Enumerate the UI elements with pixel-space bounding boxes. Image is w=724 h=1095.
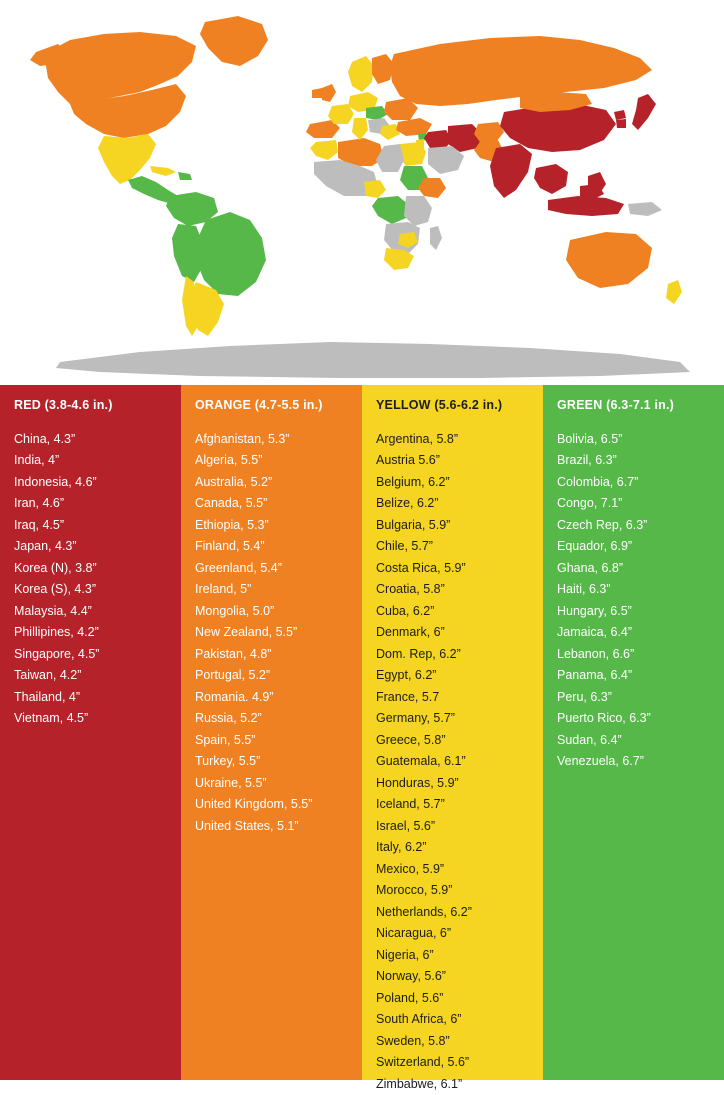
list-item: Mexico, 5.9”	[376, 861, 445, 876]
list-item: Canada, 5.5”	[195, 496, 268, 511]
list-item: Australia, 5.2”	[195, 474, 273, 489]
list-item: Finland, 5.4”	[195, 539, 265, 554]
list-item: Iceland, 5.7”	[376, 797, 445, 812]
list-item: Singapore, 4.5”	[14, 646, 100, 661]
list-item: Mongolia, 5.0”	[195, 603, 275, 618]
list-item: Ukraine, 5.5”	[195, 775, 267, 790]
list-item: Sudan, 6.4”	[557, 732, 622, 747]
list-item: Norway, 5.6”	[376, 969, 446, 984]
country-korea-south	[616, 119, 626, 128]
list-item: Ghana, 6.8”	[557, 560, 624, 575]
legend-column-red	[0, 385, 181, 1080]
list-item: Guatemala, 6.1”	[376, 754, 466, 769]
list-item: Afghanistan, 5.3”	[195, 431, 290, 446]
list-item: Croatia, 5.8”	[376, 582, 445, 597]
list-item: Algeria, 5.5”	[195, 453, 263, 468]
list-item: Bulgaria, 5.9”	[376, 517, 451, 532]
list-item: Turkey, 5.5”	[195, 754, 261, 769]
legend-column-green	[543, 385, 724, 1080]
list-item: Switzerland, 5.6”	[376, 1055, 470, 1070]
list-item: Jamaica, 6.4”	[557, 625, 633, 640]
list-item: Belize, 6.2”	[376, 496, 439, 511]
list-item: New Zealand, 5.5”	[195, 625, 298, 640]
legend-title-orange: ORANGE (4.7-5.5 in.)	[195, 398, 323, 412]
list-item: Ireland, 5”	[195, 582, 252, 597]
legend-list-orange	[195, 429, 348, 838]
list-item: Israel, 5.6”	[376, 818, 436, 833]
world-map-graphic	[0, 0, 724, 385]
list-item: Honduras, 5.9”	[376, 775, 459, 790]
list-item: Cuba, 6.2”	[376, 603, 435, 618]
list-item: Haiti, 6.3”	[557, 582, 611, 597]
list-item: Poland, 5.6”	[376, 990, 444, 1005]
list-item: Portugal, 5.2”	[195, 668, 271, 683]
list-item: Korea (N), 3.8”	[14, 560, 97, 575]
list-item: Hungary, 6.5”	[557, 603, 632, 618]
list-item: Germany, 5.7”	[376, 711, 455, 726]
list-item: Netherlands, 6.2”	[376, 904, 472, 919]
list-item: Taiwan, 4.2”	[14, 668, 82, 683]
list-item: Nicaragua, 6”	[376, 926, 452, 941]
list-item: Morocco, 5.9”	[376, 883, 453, 898]
list-item: United States, 5.1”	[195, 818, 299, 833]
list-item: Iran, 4.6”	[14, 496, 65, 511]
list-item: Denmark, 6”	[376, 625, 445, 640]
list-item: Peru, 6.3”	[557, 689, 612, 704]
list-item: India, 4”	[14, 453, 60, 468]
list-item: Belgium, 6.2”	[376, 474, 450, 489]
list-item: China, 4.3”	[14, 431, 76, 446]
list-item: Colombia, 6.7”	[557, 474, 639, 489]
list-item: Romania. 4.9”	[195, 689, 274, 704]
legend-list-yellow	[376, 429, 529, 1095]
list-item: Vietnam, 4.5”	[14, 711, 89, 726]
list-item: Zimbabwe, 6.1”	[376, 1076, 463, 1091]
list-item: Panama, 6.4”	[557, 668, 633, 683]
list-item: Italy, 6.2”	[376, 840, 427, 855]
legend-title-green: GREEN (6.3-7.1 in.)	[557, 398, 675, 412]
legend-column-orange	[181, 385, 362, 1080]
list-item: Puerto Rico, 6.3”	[557, 711, 651, 726]
list-item: Ethiopia, 5.3”	[195, 517, 269, 532]
list-item: Dom. Rep, 6.2”	[376, 646, 461, 661]
list-item: Venezuela, 6.7”	[557, 754, 644, 769]
list-item: Korea (S), 4.3”	[14, 582, 96, 597]
list-item: United Kingdom, 5.5”	[195, 797, 313, 812]
list-item: France, 5.7	[376, 689, 440, 704]
list-item: Brazil, 6.3”	[557, 453, 617, 468]
list-item: Austria 5.6”	[376, 453, 440, 468]
list-item: Nigeria, 6”	[376, 947, 434, 962]
list-item: Russia, 5.2”	[195, 711, 262, 726]
legend-list-green	[557, 429, 710, 773]
list-item: Equador, 6.9”	[557, 539, 633, 554]
list-item: Pakistan, 4.8”	[195, 646, 272, 661]
list-item: Chile, 5.7”	[376, 539, 433, 554]
list-item: Sweden, 5.8”	[376, 1033, 450, 1048]
list-item: Argentina, 5.8”	[376, 431, 458, 446]
legend-panel	[0, 385, 724, 1091]
list-item: Spain, 5.5”	[195, 732, 256, 747]
list-item: Egypt, 6.2”	[376, 668, 437, 683]
list-item: Costa Rica, 5.9”	[376, 560, 466, 575]
list-item: Czech Rep, 6.3”	[557, 517, 648, 532]
legend-list-red	[14, 429, 167, 730]
list-item: Greenland, 5.4”	[195, 560, 282, 575]
list-item: Phillipines, 4.2”	[14, 625, 99, 640]
legend-title-red: RED (3.8-4.6 in.)	[14, 398, 113, 412]
list-item: Bolivia, 6.5”	[557, 431, 623, 446]
legend-column-yellow	[362, 385, 543, 1091]
list-item: Iraq, 4.5”	[14, 517, 65, 532]
list-item: Congo, 7.1”	[557, 496, 623, 511]
list-item: Malaysia, 4.4”	[14, 603, 92, 618]
list-item: Thailand, 4”	[14, 689, 81, 704]
list-item: Lebanon, 6.6”	[557, 646, 635, 661]
country-israel	[416, 139, 424, 148]
legend-title-yellow: YELLOW (5.6-6.2 in.)	[376, 398, 503, 412]
list-item: Indonesia, 4.6”	[14, 474, 97, 489]
list-item: Japan, 4.3”	[14, 539, 77, 554]
list-item: South Africa, 6”	[376, 1012, 462, 1027]
world-map-panel	[0, 0, 724, 385]
list-item: Greece, 5.8”	[376, 732, 446, 747]
